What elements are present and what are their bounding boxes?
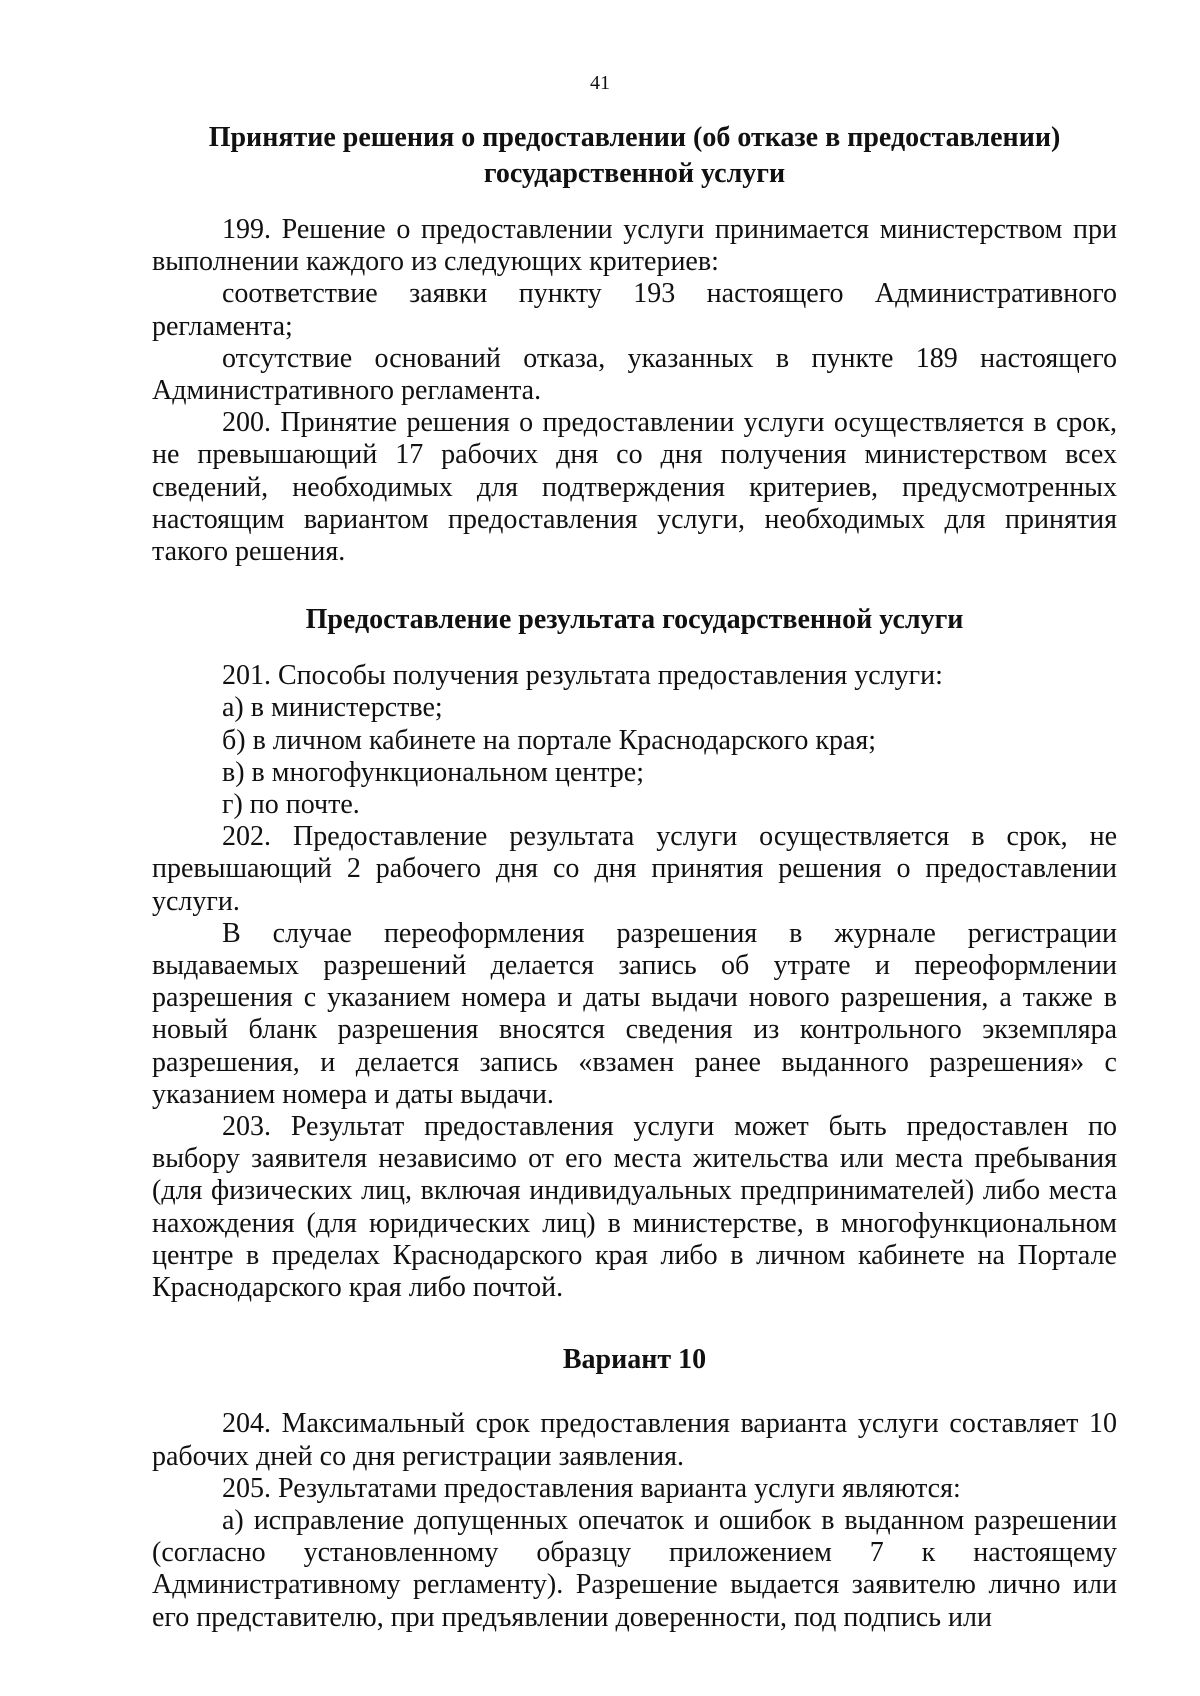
- paragraph-204: 204. Максимальный срок предоставления варианта услуги составляет 10 рабочих дней со дня регистрации заявления.: [152, 1408, 1117, 1472]
- criterion-item: соответствие заявки пункту 193 настоящего Административного регламента;: [152, 278, 1117, 342]
- list-item: в) в многофункциональном центре;: [222, 756, 645, 788]
- list-item: г) по почте.: [222, 789, 360, 821]
- paragraph-199: 199. Решение о предоставлении услуги принимается министерством при выполнении каждого из следующих критериев:: [152, 214, 1117, 278]
- heading-variant-10: Вариант 10: [562, 1344, 707, 1376]
- page-number: 41: [590, 72, 610, 94]
- paragraph-203: 203. Результат предоставления услуги может быть предоставлен по выбору заявителя независимо от его места жительства или места пребывания (для физических лиц, включая индивидуальных предпринимателей) либо места нахождения (для юридических лиц) в министерстве, в многофункциональном центре в пределах Краснодарского края либо в личном кабинете на Портале Краснодарского края либо почтой.: [152, 1111, 1117, 1304]
- document-body: [152, 120, 1117, 1634]
- paragraph-reissue: В случае переоформления разрешения в журнале регистрации выдаваемых разрешений делается запись об утрате и переоформлении разрешения с указанием номера и даты выдачи нового разрешения, а также в новый бланк разрешения вносятся сведения из контрольного экземпляра разрешения, и делается запись «взамен ранее выданного разрешения» с указанием номера и даты выдачи.: [152, 917, 1117, 1110]
- heading-decision: Принятие решения о предоставлении (об отказе в предоставлении) государственной услуги: [208, 122, 1061, 189]
- criterion-item: отсутствие оснований отказа, указанных в пункте 189 настоящего Административного регламента.: [152, 342, 1117, 407]
- list-item: а) исправление допущенных опечаток и ошибок в выданном разрешении (согласно установленному образцу приложением 7 к настоящему Административному регламенту). Разрешение выдается заявителю лично или его представителю, при предъявлении доверенности, под подпись или: [152, 1504, 1117, 1633]
- list-item: б) в личном кабинете на портале Краснодарского края;: [222, 724, 877, 756]
- paragraph-205: 205. Результатами предоставления варианта услуги являются:: [222, 1472, 961, 1504]
- paragraph-201: 201. Способы получения результата предоставления услуги:: [222, 660, 943, 692]
- list-item: а) в министерстве;: [222, 692, 443, 724]
- heading-result-delivery: Предоставление результата государственной услуги: [305, 604, 964, 636]
- paragraph-200: 200. Принятие решения о предоставлении услуги осуществляется в срок, не превышающий 17 рабочих дня со дня получения министерством всех сведений, необходимых для подтверждения критериев, предусмотренных настоящим вариантом предоставления услуги, необходимых для принятия такого решения.: [152, 407, 1117, 568]
- paragraph-202: 202. Предоставление результата услуги осуществляется в срок, не превышающий 2 рабочего дня со дня принятия решения о предоставлении услуги.: [152, 821, 1117, 917]
